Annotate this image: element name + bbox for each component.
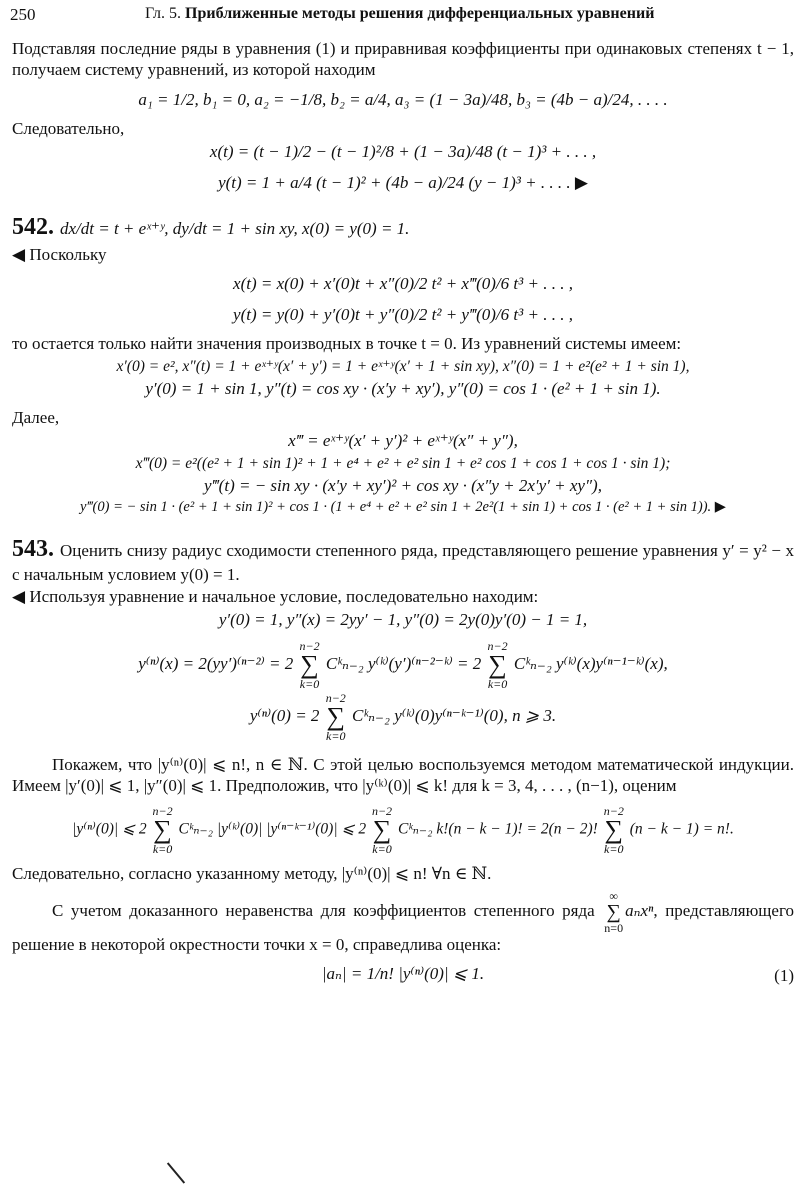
problem-542-x-series: x(t) = x(0) + x′(0)t + x″(0)/2 t² + x‴(0)/6 t³ + . . . , bbox=[233, 273, 573, 293]
running-head-title: Приближенные методы решения дифференциальных уравнений bbox=[185, 5, 655, 22]
sum-upper-limit: n−2 bbox=[152, 803, 173, 818]
sum-upper-limit: n−2 bbox=[603, 803, 624, 818]
sum-lower-limit: k=0 bbox=[487, 677, 508, 692]
coeff-series-term: aₙxⁿ bbox=[625, 900, 654, 920]
sigma-icon: ∑ bbox=[604, 814, 624, 844]
series-sum-upper-limit: ∞ bbox=[609, 888, 618, 903]
sigma-icon: ∑ bbox=[372, 814, 392, 844]
problem-542-y-series: y(t) = y(0) + y′(0)t + y″(0)/2 t² + y‴(0)/6 t³ + . . . , bbox=[233, 305, 573, 324]
series-sum-operator bbox=[604, 890, 623, 934]
coeff-text-a: С учетом доказанного неравенства для коэффициентов степенного ряда bbox=[52, 900, 595, 920]
sum-operator bbox=[299, 640, 319, 690]
series-y-equation: y(t) = 1 + a/4 (t − 1)² + (4b − a)/24 (y − 1)³ + . . . . ▶ bbox=[218, 173, 588, 193]
final-equation-row bbox=[12, 963, 794, 984]
problem-542-statement: dx/dt = t + eˣ⁺ʸ, dy/dt = 1 + sin xy, x(0) = y(0) = 1. bbox=[60, 218, 410, 238]
sum-lower-limit: k=0 bbox=[372, 841, 392, 856]
problem-543-eq3 bbox=[12, 692, 794, 742]
problem-542-further: Далее, bbox=[12, 408, 60, 428]
problem-542-since: ◀ Поскольку bbox=[12, 244, 107, 264]
running-head bbox=[145, 4, 654, 24]
problem-543-statement-line bbox=[12, 534, 794, 585]
sigma-icon: ∑ bbox=[326, 702, 346, 732]
series-x-equation: x(t) = (t − 1)/2 − (t − 1)²/8 + (1 − 3a)/48 (t − 1)³ + . . . , bbox=[209, 142, 597, 161]
problem-543 bbox=[12, 534, 794, 984]
problem-543-eq1: y′(0) = 1, y″(x) = 2yy′ − 1, y″(0) = 2y(0)y′(0) − 1 = 1, bbox=[218, 609, 588, 629]
sum-operator bbox=[604, 805, 624, 855]
equation-number: (1) bbox=[774, 966, 794, 986]
problem-542-eq5: y‴(t) = − sin xy · (x′y + xy′)² + cos xy · (x″y + 2x′y′ + xy″), bbox=[204, 476, 602, 495]
problem-543-conclusion: Следовательно, согласно указанному методу, |y⁽ⁿ⁾(0)| ⩽ n! ∀n ∈ ℕ. bbox=[12, 863, 492, 883]
problem-543-eq2 bbox=[12, 640, 794, 690]
estimate-part-c: Cᵏₙ₋₂ k!(n − k − 1)! = 2(n − 2)! bbox=[397, 820, 598, 838]
sum-upper-limit: n−2 bbox=[487, 639, 508, 654]
sigma-icon: ∑ bbox=[300, 650, 319, 680]
sum-operator bbox=[488, 640, 508, 690]
problem-543-using: ◀ Используя уравнение и начальное условие, последовательно находим: bbox=[12, 586, 539, 606]
coeff-text-b: , представляющего решение в некоторой окрестности точки x = 0, справедлива оценка: bbox=[12, 900, 794, 954]
problem-543-coeff-paragraph bbox=[12, 890, 794, 955]
estimate-part-d: (n − k − 1) = n!. bbox=[629, 820, 734, 838]
problem-543-eq3-left: y⁽ⁿ⁾(0) = 2 bbox=[249, 706, 320, 726]
sum-operator bbox=[326, 692, 346, 742]
estimate-part-b: Cᵏₙ₋₂ |y⁽ᵏ⁾(0)| |y⁽ⁿ⁻ᵏ⁻¹⁾(0)| ⩽ 2 bbox=[178, 820, 367, 838]
problem-543-number: 543. bbox=[12, 536, 54, 563]
problem-543-eq3-right: Cᵏₙ₋₂ y⁽ᵏ⁾(0)y⁽ⁿ⁻ᵏ⁻¹⁾(0), n ⩾ 3. bbox=[352, 706, 557, 726]
running-head-prefix: Гл. 5. bbox=[145, 5, 182, 22]
problem-543-eq2-left: y⁽ⁿ⁾(x) = 2(yy′)⁽ⁿ⁻²⁾ = 2 bbox=[138, 654, 294, 674]
problem-542-eq2: y′(0) = 1 + sin 1, y″(t) = cos xy · (x′y + xy′), y″(0) = cos 1 · (e² + 1 + sin 1). bbox=[145, 378, 661, 398]
problem-543-statement: Оценить снизу радиус сходимости степенного ряда, представляющего решение уравнения y′ = y² − x с начальным условием y(0) = 1. bbox=[12, 541, 794, 585]
sigma-icon: ∑ bbox=[606, 900, 621, 923]
sum-lower-limit: k=0 bbox=[326, 729, 346, 744]
intro-paragraph: Подставляя последние ряды в уравнения (1) и приравнивая коэффициенты при одинаковых степенях t − 1, получаем систему уравнений, из которой находим bbox=[12, 39, 794, 80]
problem-542-eq1: x′(0) = e², x″(t) = 1 + eˣ⁺ʸ(x′ + y′) = 1 + eˣ⁺ʸ(x′ + 1 + sin xy), x″(0) = 1 + e²(e² + 1 + sin 1), bbox=[116, 357, 690, 375]
page-body bbox=[12, 38, 794, 986]
hence-text: Следовательно, bbox=[12, 118, 125, 138]
sum-operator bbox=[372, 805, 392, 855]
problem-542-statement-line bbox=[12, 212, 794, 242]
problem-542-remains: то остается только найти значения производных в точке t = 0. Из уравнений системы имеем: bbox=[12, 334, 682, 354]
problem-542 bbox=[12, 212, 794, 517]
sum-lower-limit: k=0 bbox=[604, 841, 624, 856]
problem-543-induction: Покажем, что |y⁽ⁿ⁾(0)| ⩽ n!, n ∈ ℕ. С этой целью воспользуемся методом математической индукции. Имеем |y′(0)| ⩽ 1, |y″(0)| ⩽ 1. Предположив, что |y⁽ᵏ⁾(0)| ⩽ k! для k = 3, 4, . . . , (n−1), оценим bbox=[12, 755, 794, 796]
stray-pen-stroke bbox=[167, 1162, 185, 1183]
sum-lower-limit: k=0 bbox=[152, 841, 173, 856]
page-header bbox=[10, 4, 796, 26]
problem-543-eq2-mid: Cᵏₙ₋₂ y⁽ᵏ⁾(y′)⁽ⁿ⁻²⁻ᵏ⁾ = 2 bbox=[325, 654, 482, 674]
problem-543-eq2-right: Cᵏₙ₋₂ y⁽ᵏ⁾(x)y⁽ⁿ⁻¹⁻ᵏ⁾(x), bbox=[513, 654, 668, 674]
estimate-part-a: |y⁽ⁿ⁾(0)| ⩽ 2 bbox=[72, 820, 147, 838]
problem-542-eq4: x‴(0) = e²((e² + 1 + sin 1)² + 1 + e⁴ + e² + e² sin 1 + e² cos 1 + cos 1 + cos 1 · sin 1); bbox=[135, 454, 671, 472]
sum-upper-limit: n−2 bbox=[299, 639, 320, 654]
sum-upper-limit: n−2 bbox=[325, 691, 346, 706]
final-estimate-equation: |aₙ| = 1/n! |y⁽ⁿ⁾(0)| ⩽ 1. bbox=[321, 964, 485, 984]
sigma-icon: ∑ bbox=[488, 650, 507, 680]
series-sum-lower-limit: n=0 bbox=[604, 920, 624, 935]
problem-542-eq6: y‴(0) = − sin 1 · (e² + 1 + sin 1)² + cos 1 · (1 + e⁴ + e² + e² sin 1 + 2e²(1 + sin 1) + cos 1 · (e² + 1 + sin 1)). ▶ bbox=[80, 499, 726, 516]
page-number: 250 bbox=[10, 5, 36, 24]
sum-lower-limit: k=0 bbox=[299, 677, 320, 692]
problem-543-estimate bbox=[12, 805, 794, 855]
sigma-icon: ∑ bbox=[153, 814, 172, 844]
coefficients-equation: a₁ = 1/2, b₁ = 0, a₂ = −1/8, b₂ = a/4, a₃ = (1 − 3a)/48, b₃ = (4b − a)/24, . . . . bbox=[138, 89, 668, 109]
problem-542-number: 542. bbox=[12, 213, 54, 240]
problem-542-eq3: x‴ = eˣ⁺ʸ(x′ + y′)² + eˣ⁺ʸ(x″ + y″), bbox=[288, 431, 518, 451]
sum-upper-limit: n−2 bbox=[371, 803, 393, 818]
sum-operator bbox=[153, 805, 173, 855]
